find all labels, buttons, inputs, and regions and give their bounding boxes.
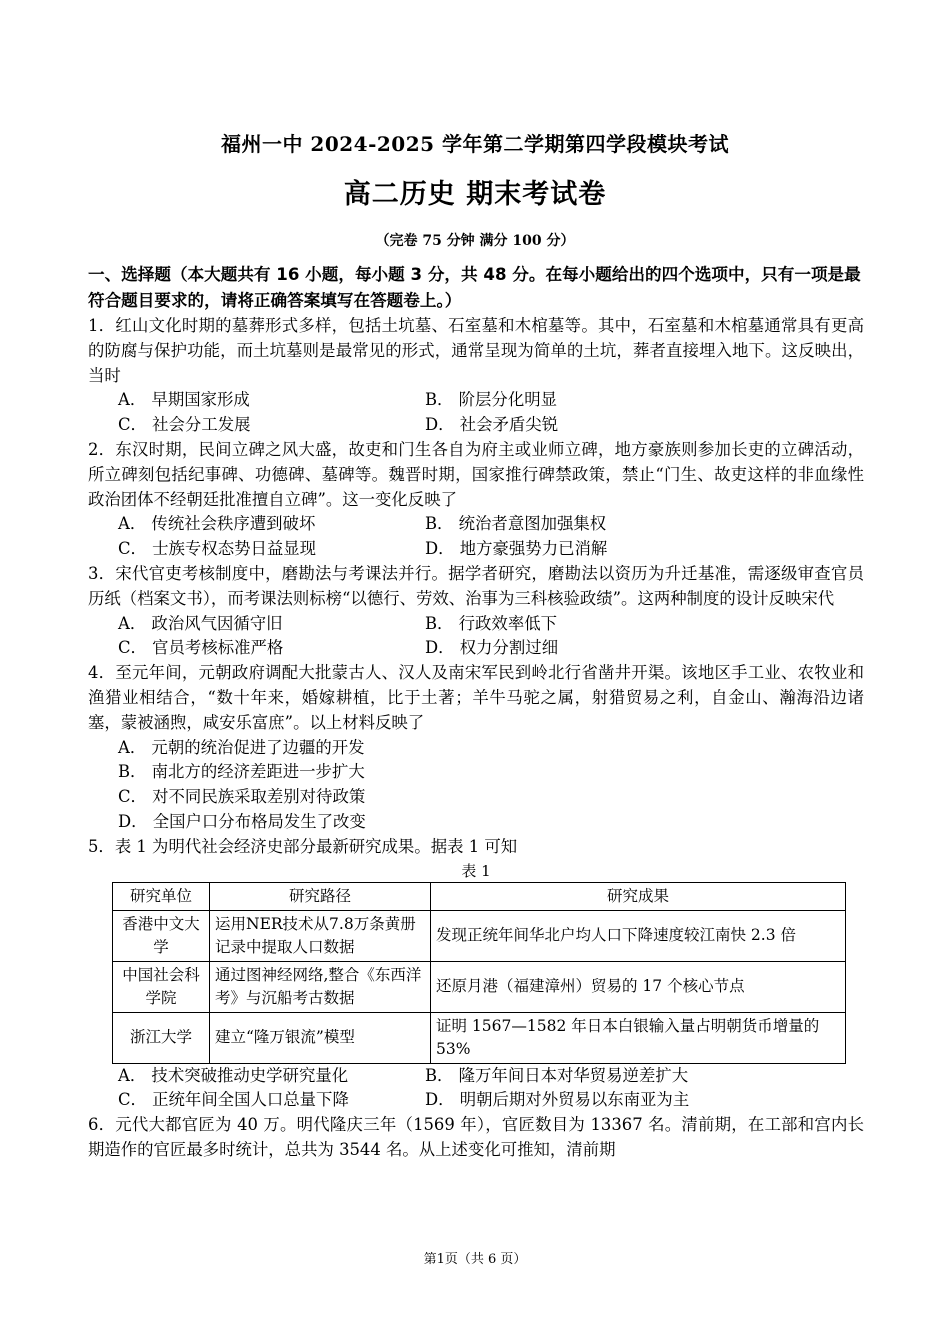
question-2-option-a: A． 传统社会秩序遭到破坏 [118,514,316,534]
question-3-option-b: B． 行政效率低下 [425,613,557,633]
question-5-options-row-1 [88,1064,864,1089]
question-4-option-d: D． 全国户口分布格局发生了改变 [118,811,366,831]
question-4-option-b: B． 南北方的经济差距进一步扩大 [118,762,365,782]
question-2-option-b: B． 统治者意图加强集权 [425,514,607,534]
section-heading: 一、选择题（本大题共有 16 小题，每小题 3 分，共 48 分。在每小题给出的四个选项中，只有一项是最符合题目要求的，请将正确答案填写在答题卷上。） [88,265,861,310]
question-3-stem: 3．宋代官吏考核制度中，磨勘法与考课法并行。据学者研究，磨勘法以资历为升迁基准，需逐级审查官员历纸（档案文书），而考课法则标榜“以德行、劳效、治事为三科核验政绩”。这两种制度的设计反映宋代 [88,563,864,608]
question-2-options-row-2 [88,537,864,562]
table-cell: 中国社会科学院 [113,961,210,1012]
table-cell: 证明 1567—1582 年日本白银输入量占明朝货币增量的 53% [431,1012,846,1063]
exam-title: 高二历史 期末考试卷 [343,179,607,210]
question-4-option-c: C． 对不同民族采取差别对待政策 [118,787,366,807]
exam-meta: （完卷 75 分钟 满分 100 分） [375,233,575,249]
question-5-option-a: A． 技术突破推动史学研究量化 [118,1065,349,1085]
table-cell: 浙江大学 [113,1012,210,1063]
question-5-options-row-2 [88,1088,864,1113]
question-6-stem: 6．元代大都官匠为 40 万。明代隆庆三年（1569 年），官匠数目为 13367 名。清前期，在工部和宫内长期造作的官匠最多时统计，总共为 3544 名。从上述变化可推知，清前期 [88,1115,864,1159]
table-row [113,961,846,1012]
table-caption: 表 1 [461,861,491,880]
question-1-option-c: C． 社会分工发展 [118,415,251,435]
table-cell: 运用NER技术从7.8万条黄册记录中提取人口数据 [210,910,431,961]
question-2-stem: 2．东汉时期，民间立碑之风大盛，故吏和门生各自为府主或业师立碑，地方豪族则参加长吏的立碑活动，所立碑刻包括纪事碑、功德碑、墓碑等。魏晋时期，国家推行碑禁政策，禁止“门生、故吏这样的非血缘性政治团体不经朝廷批准擅自立碑”。这一变化反映了 [88,439,864,509]
question-3-option-a: A． 政治风气因循守旧 [118,613,283,633]
table-cell: 通过图神经网络,整合《东西洋考》与沉船考古数据 [210,961,431,1012]
question-3-option-c: C． 官员考核标准严格 [118,638,284,658]
question-1-options-row-1 [88,388,864,413]
school-title: 福州一中 2024-2025 学年第二学期第四学段模块考试 [220,132,730,156]
question-2-option-d: D． 地方豪强势力已消解 [425,539,608,559]
question-1-stem: 1．红山文化时期的墓葬形式多样，包括土坑墓、石室墓和木棺墓等。其中，石室墓和木棺墓通常具有更高的防腐与保护功能，而土坑墓则是最常见的形式，通常呈现为简单的土坑，葬者直接埋入地下。这反映出，当时 [88,316,864,385]
question-2-options-row-1 [88,512,864,537]
question-1-option-b: B． 阶层分化明显 [425,390,557,410]
question-1-option-d: D． 社会矛盾尖锐 [425,415,559,435]
table-cell: 还原月港（福建漳州）贸易的 17 个核心节点 [431,961,846,1012]
table-row [113,1012,846,1063]
table-header-row [113,882,846,910]
question-3-option-d: D． 权力分割过细 [425,638,559,658]
question-5-option-d: D． 明朝后期对外贸易以东南亚为主 [425,1090,690,1110]
question-5-stem: 5．表 1 为明代社会经济史部分最新研究成果。据表 1 可知 [88,836,518,856]
exam-content [88,262,864,1163]
table-header-cell: 研究单位 [113,882,210,910]
question-4-option-a: A． 元朝的统治促进了边疆的开发 [118,737,365,757]
question-2-option-c: C． 士族专权态势日益显现 [118,539,317,559]
question-5-option-b: B． 隆万年间日本对华贸易逆差扩大 [425,1065,689,1085]
table-row [113,910,846,961]
question-5-option-c: C． 正统年间全国人口总量下降 [118,1090,349,1110]
table-cell: 香港中文大学 [113,910,210,961]
question-1-option-a: A． 早期国家形成 [118,390,250,410]
question-4-stem: 4．至元年间，元朝政府调配大批蒙古人、汉人及南宋军民到岭北行省凿井开渠。该地区手工业、农牧业和渔猎业相结合，“数十年来，婚嫁耕植，比于土著；羊牛马驼之属，射猎贸易之利，自金山、瀚海沿边诸塞，蒙被涵煦，咸安乐富庶”。以上材料反映了 [88,663,864,732]
table-header-cell: 研究路径 [210,882,431,910]
table-header-cell: 研究成果 [431,882,846,910]
question-3-options-row-2 [88,636,864,661]
research-table [112,882,846,1064]
question-3-options-row-1 [88,612,864,637]
table-cell: 建立“隆万银流”模型 [210,1012,431,1063]
question-1-options-row-2 [88,413,864,438]
table-cell: 发现正统年间华北户均人口下降速度较江南快 2.3 倍 [431,910,846,961]
page-footer: 第1页（共 6 页） [423,1252,527,1267]
